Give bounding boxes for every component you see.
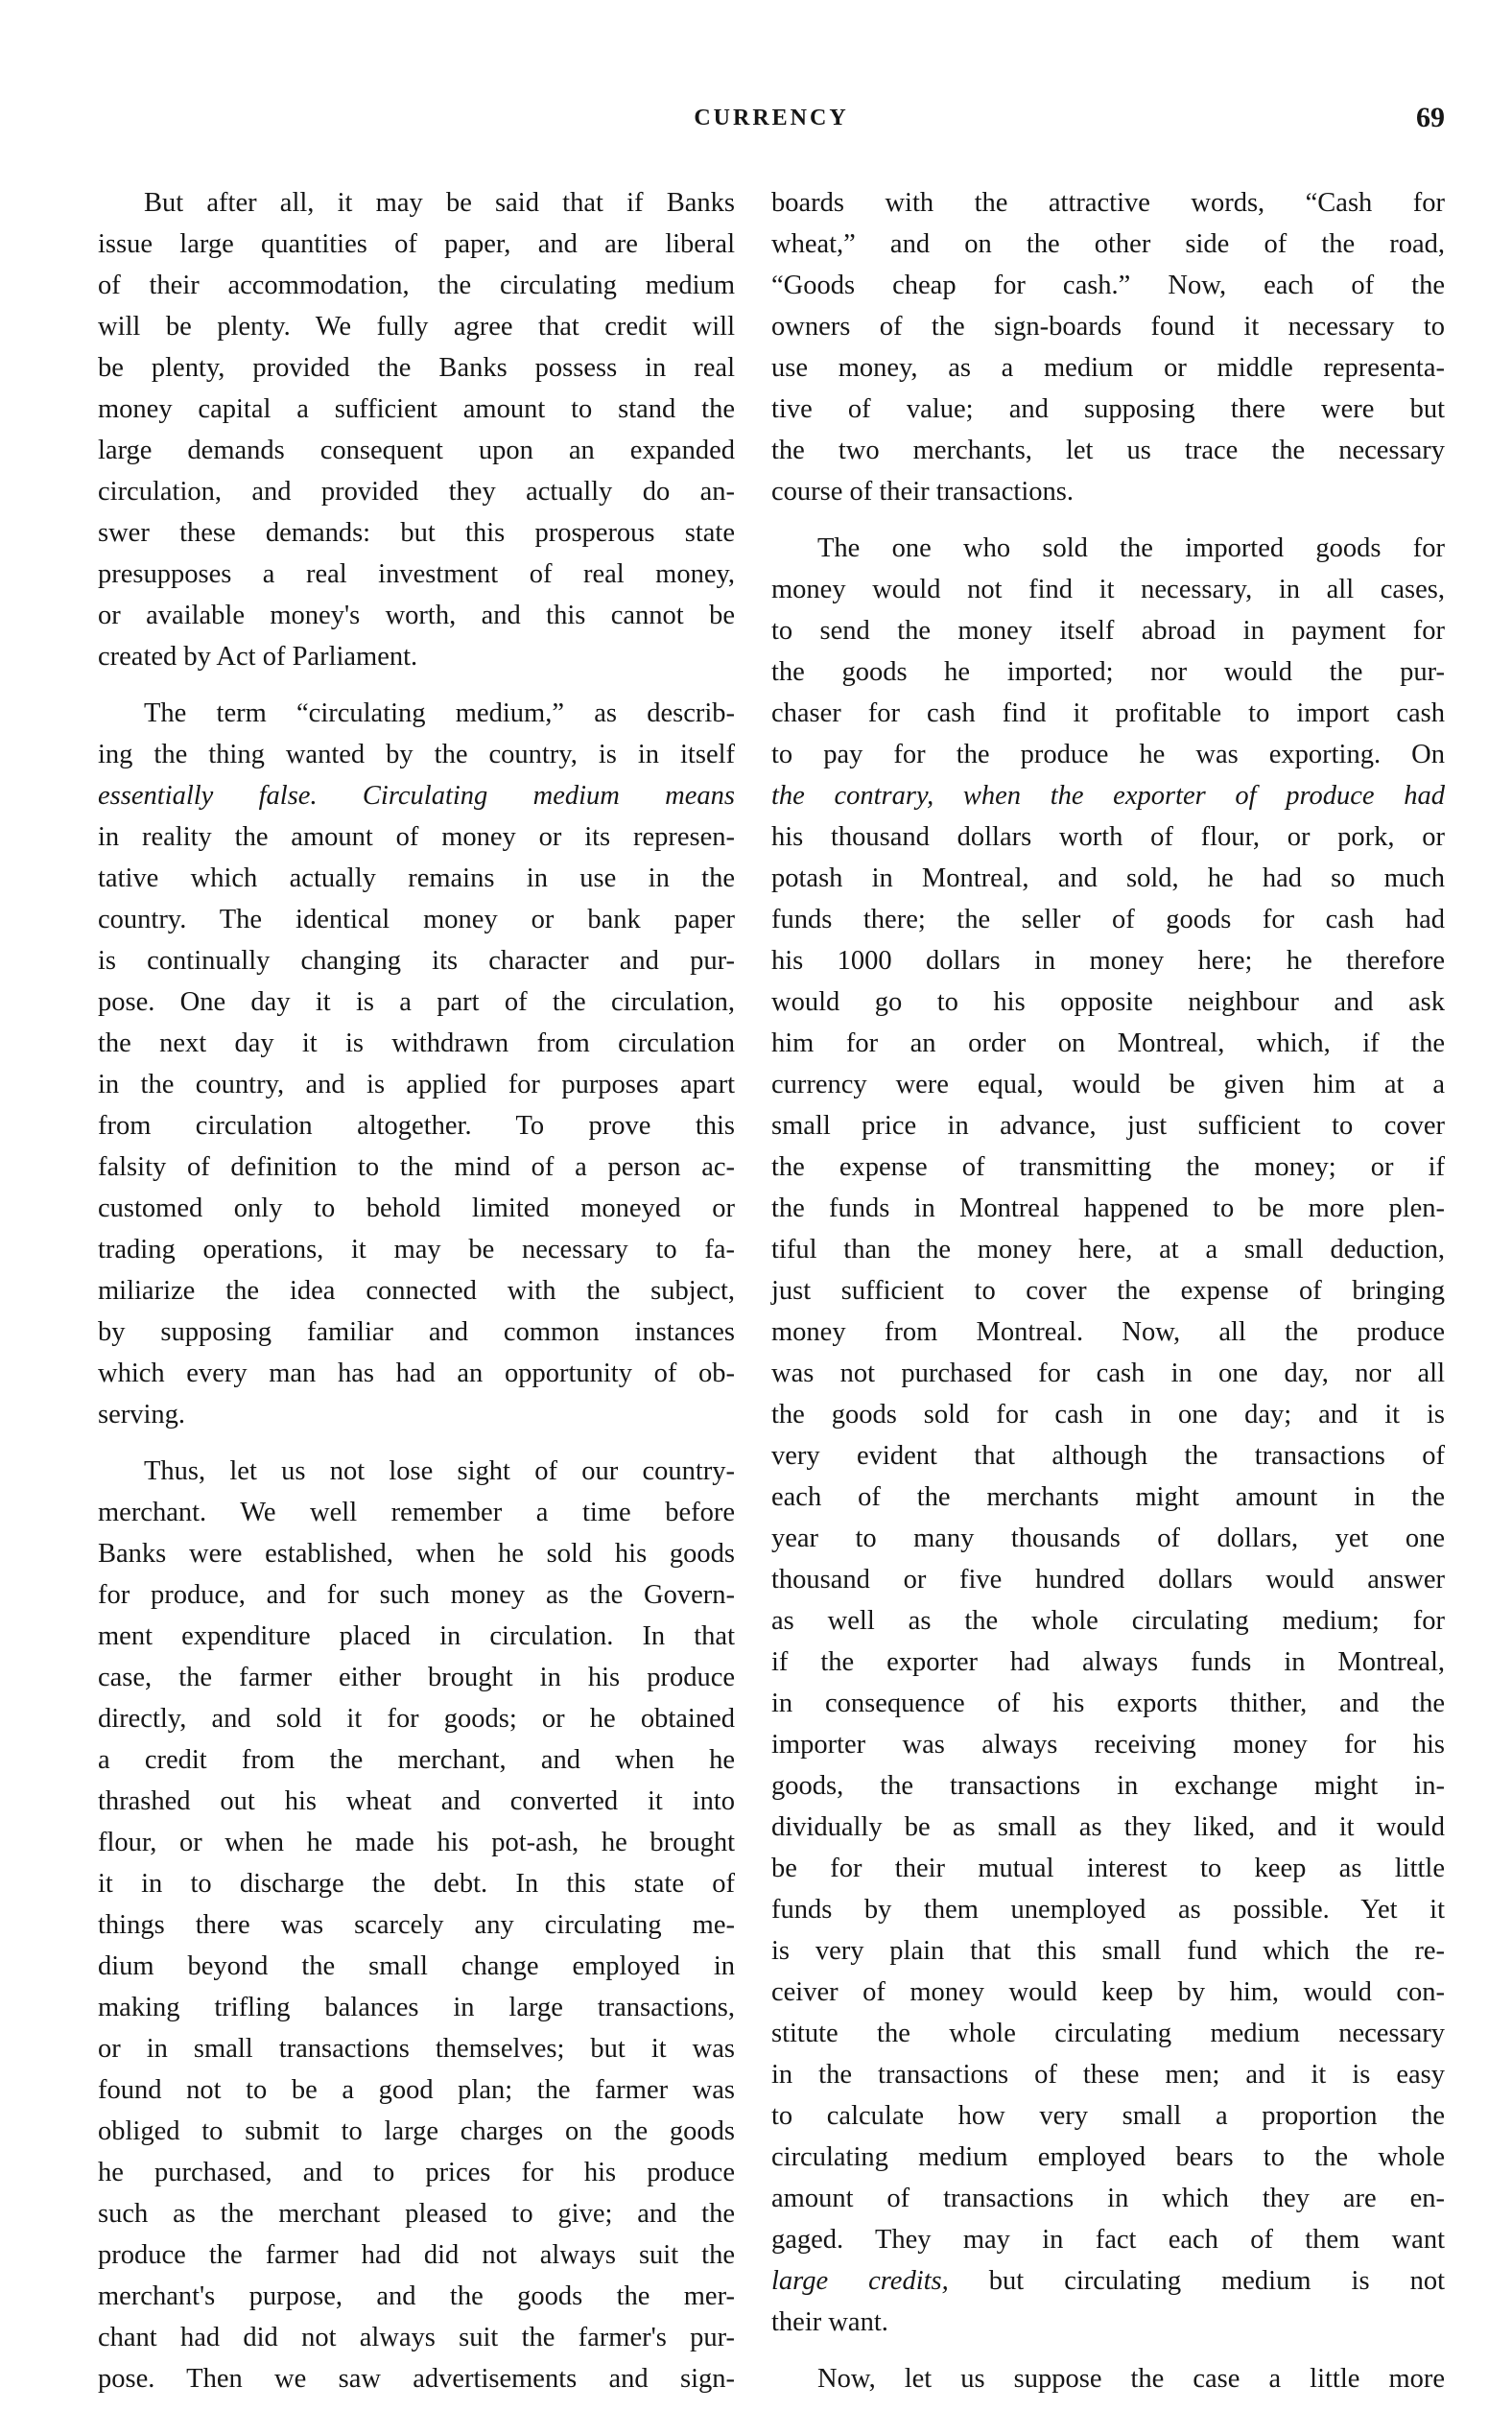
text-line (771, 1559, 1445, 1600)
text-segment: “Goods cheap for cash.” Now, each of the (771, 271, 1445, 300)
text-segment: making trifling balances in large transactions, (98, 1993, 735, 2022)
text-segment: use money, as a medium or middle representa- (771, 353, 1445, 383)
text-line (98, 1105, 735, 1146)
text-segment: tative which actually remains in use in the (98, 863, 735, 893)
text-line (771, 569, 1445, 610)
text-line (771, 471, 1445, 512)
running-head-title: CURRENCY (694, 106, 849, 130)
text-segment: money capital a sufficient amount to stand the (98, 394, 735, 424)
text-line (771, 2095, 1445, 2137)
text-segment: chaser for cash find it profitable to import cash (771, 698, 1445, 728)
text-line (98, 1146, 735, 1188)
text-line (98, 775, 735, 816)
text-segment: a credit from the merchant, and when he (98, 1745, 735, 1775)
text-line (98, 1064, 735, 1105)
text-line (771, 1807, 1445, 1848)
text-segment: each of the merchants might amount in the (771, 1482, 1445, 1512)
text-segment: goods, the transactions in exchange might in- (771, 1771, 1445, 1801)
text-segment: dividually be as small as they liked, and it would (771, 1812, 1445, 1842)
text-segment: tive of value; and supposing there were but (771, 394, 1445, 424)
text-line (98, 2028, 735, 2069)
text-segment: of their accommodation, the circulating medium (98, 271, 735, 300)
page-number: 69 (1416, 102, 1445, 133)
text-segment: if the exporter had always funds in Montreal, (771, 1647, 1445, 1677)
text-segment: The term “circulating medium,” as describ- (144, 698, 735, 728)
text-segment: funds there; the seller of goods for cash had (771, 905, 1445, 934)
text-line (771, 2302, 1445, 2343)
text-line (98, 1451, 735, 1492)
text-line (98, 1657, 735, 1698)
italic-text: large credits, (771, 2266, 949, 2296)
text-line (771, 610, 1445, 651)
text-line (98, 1394, 735, 1435)
text-line (98, 1946, 735, 1987)
text-line (98, 940, 735, 981)
text-line (98, 1904, 735, 1946)
text-line (771, 265, 1445, 306)
text-line (771, 1642, 1445, 1683)
text-segment: trading operations, it may be necessary to fa- (98, 1235, 735, 1264)
text-segment: money from Montreal. Now, all the produce (771, 1317, 1445, 1347)
text-segment: will be plenty. We fully agree that credit will (98, 312, 735, 342)
text-line (771, 981, 1445, 1023)
text-line (98, 816, 735, 858)
text-line (771, 224, 1445, 265)
text-segment: money would not find it necessary, in all cases, (771, 575, 1445, 604)
text-segment: dium beyond the small change employed in (98, 1951, 735, 1981)
text-segment: thrashed out his wheat and converted it into (98, 1786, 735, 1816)
paragraph (771, 2358, 1445, 2399)
text-segment: small price in advance, just sufficient to cover (771, 1111, 1445, 1141)
text-segment: such as the merchant pleased to give; and the (98, 2199, 735, 2229)
text-line (98, 512, 735, 554)
text-segment: by supposing familiar and common instances (98, 1317, 735, 1347)
text-segment: in the transactions of these men; and it is easy (771, 2060, 1445, 2090)
text-line (98, 1616, 735, 1657)
text-segment: course of their transactions. (771, 477, 1074, 507)
text-line (98, 1312, 735, 1353)
text-line (771, 389, 1445, 430)
text-line (98, 389, 735, 430)
text-line (771, 1435, 1445, 1477)
text-line (98, 693, 735, 734)
right-column (771, 182, 1445, 2415)
text-segment: The one who sold the imported goods for (817, 533, 1445, 563)
text-segment: case, the farmer either brought in his produce (98, 1663, 735, 1692)
paragraph (771, 528, 1445, 2343)
text-segment: in reality the amount of money or its represen- (98, 822, 735, 852)
text-segment: Now, let us suppose the case a little more (817, 2364, 1445, 2394)
text-segment: boards with the attractive words, “Cash for (771, 188, 1445, 218)
text-line (98, 981, 735, 1023)
text-segment: his thousand dollars worth of flour, or pork, or (771, 822, 1445, 852)
text-segment: from circulation altogether. To prove this (98, 1111, 735, 1141)
text-line (98, 2069, 735, 2111)
text-line (771, 899, 1445, 940)
text-line (771, 1105, 1445, 1146)
text-line (771, 1064, 1445, 1105)
left-column (98, 182, 735, 2415)
text-segment: gaged. They may in fact each of them want (771, 2225, 1445, 2255)
text-segment: ing the thing wanted by the country, is in itself (98, 740, 735, 769)
text-line (771, 1930, 1445, 1972)
text-line (771, 940, 1445, 981)
text-segment: to pay for the produce he was exporting. On (771, 740, 1445, 769)
text-segment: falsity of definition to the mind of a person ac- (98, 1152, 735, 1182)
text-line (771, 651, 1445, 693)
text-line (771, 1146, 1445, 1188)
text-line (98, 182, 735, 224)
text-segment: pose. Then we saw advertisements and sign- (98, 2364, 735, 2394)
text-segment: in the country, and is applied for purposes apart (98, 1070, 735, 1099)
text-segment: swer these demands: but this prosperous state (98, 518, 735, 548)
text-segment: the expense of transmitting the money; or if (771, 1152, 1445, 1182)
text-segment: is continually changing its character and pur- (98, 946, 735, 976)
text-segment: to calculate how very small a proportion the (771, 2101, 1445, 2131)
text-line (98, 1188, 735, 1229)
text-segment: directly, and sold it for goods; or he obtained (98, 1704, 735, 1734)
text-line (771, 1518, 1445, 1559)
text-line (98, 1574, 735, 1616)
text-line (771, 1972, 1445, 2013)
text-segment: circulation, and provided they actually do an- (98, 477, 735, 507)
text-line (98, 1533, 735, 1574)
text-segment: funds by them unemployed as possible. Yet it (771, 1895, 1445, 1925)
text-line (98, 471, 735, 512)
text-segment (318, 781, 363, 811)
text-line (98, 1229, 735, 1270)
text-segment: or in small transactions themselves; but it was (98, 2034, 735, 2064)
italic-text: essentially false. (98, 781, 318, 811)
text-segment: is very plain that this small fund which the re- (771, 1936, 1445, 1966)
text-segment: merchant. We well remember a time before (98, 1498, 735, 1527)
paragraph (771, 182, 1445, 512)
text-segment: ceiver of money would keep by him, would con- (771, 1977, 1445, 2007)
text-line (98, 347, 735, 389)
text-line (771, 2054, 1445, 2095)
text-segment: the funds in Montreal happened to be more plen- (771, 1193, 1445, 1223)
text-segment: wheat,” and on the other side of the road, (771, 229, 1445, 259)
text-line (98, 1987, 735, 2028)
text-line (771, 347, 1445, 389)
text-segment: he purchased, and to prices for his produce (98, 2158, 735, 2187)
text-segment: amount of transactions in which they are en- (771, 2184, 1445, 2213)
running-head (98, 102, 1445, 144)
text-line (771, 2178, 1445, 2219)
text-segment: very evident that although the transactions of (771, 1441, 1445, 1471)
text-segment: the goods he imported; nor would the pur- (771, 657, 1445, 687)
text-line (771, 858, 1445, 899)
text-segment: serving. (98, 1400, 186, 1430)
text-segment: importer was always receiving money for his (771, 1730, 1445, 1760)
text-segment: was not purchased for cash in one day, nor all (771, 1359, 1445, 1388)
text-segment: large demands consequent upon an expanded (98, 436, 735, 465)
text-segment: created by Act of Parliament. (98, 642, 418, 672)
text-line (98, 2317, 735, 2358)
text-segment: their want. (771, 2307, 888, 2337)
text-line (771, 430, 1445, 471)
text-segment: to send the money itself abroad in payment for (771, 616, 1445, 646)
text-line (771, 1600, 1445, 1642)
text-line (771, 1683, 1445, 1724)
text-line (98, 2193, 735, 2234)
text-segment: currency were equal, would be given him at a (771, 1070, 1445, 1099)
text-segment: just sufficient to cover the expense of bringing (771, 1276, 1445, 1306)
text-segment: or available money's worth, and this cannot be (98, 601, 735, 630)
text-segment: would go to his opposite neighbour and ask (771, 987, 1445, 1017)
text-segment: miliarize the idea connected with the subject, (98, 1276, 735, 1306)
text-line (771, 2137, 1445, 2178)
text-segment: produce the farmer had did not always suit the (98, 2240, 735, 2270)
text-segment: tiful than the money here, at a small deduction, (771, 1235, 1445, 1264)
text-line (771, 306, 1445, 347)
text-segment: but circulating medium is not (948, 2266, 1445, 2296)
text-line (771, 1477, 1445, 1518)
text-segment: year to many thousands of dollars, yet one (771, 1524, 1445, 1553)
text-line (98, 430, 735, 471)
text-segment: But after all, it may be said that if Banks (144, 188, 735, 218)
text-line (98, 858, 735, 899)
paragraph (98, 182, 735, 677)
text-line (98, 1739, 735, 1781)
text-segment: the goods sold for cash in one day; and it is (771, 1400, 1445, 1430)
text-line (771, 693, 1445, 734)
paragraph (98, 1451, 735, 2399)
text-line (771, 816, 1445, 858)
text-line (771, 1848, 1445, 1889)
text-line (98, 1023, 735, 1064)
text-segment: thousand or five hundred dollars would answer (771, 1565, 1445, 1595)
text-line (771, 2260, 1445, 2302)
text-segment: it in to discharge the debt. In this state of (98, 1869, 735, 1899)
text-line (98, 899, 735, 940)
text-line (771, 2358, 1445, 2399)
text-line (98, 1270, 735, 1312)
text-line (98, 554, 735, 595)
text-line (771, 775, 1445, 816)
text-segment: the next day it is withdrawn from circulation (98, 1028, 735, 1058)
text-line (771, 1889, 1445, 1930)
text-segment: ment expenditure placed in circulation. In that (98, 1621, 735, 1651)
text-line (98, 2358, 735, 2399)
text-line (98, 224, 735, 265)
text-segment: be for their mutual interest to keep as little (771, 1854, 1445, 1883)
text-segment: things there was scarcely any circulating me- (98, 1910, 735, 1940)
text-line (98, 1781, 735, 1822)
text-line (771, 1765, 1445, 1807)
text-line (98, 1822, 735, 1863)
text-line (771, 182, 1445, 224)
text-line (771, 1023, 1445, 1064)
italic-text: the contrary, when the exporter of produce had (771, 781, 1445, 811)
text-segment: potash in Montreal, and sold, he had so much (771, 863, 1445, 893)
text-segment: stitute the whole circulating medium necessary (771, 2019, 1445, 2048)
text-line (98, 734, 735, 775)
text-line (771, 1270, 1445, 1312)
text-line (771, 1394, 1445, 1435)
text-line (98, 1353, 735, 1394)
text-segment: merchant's purpose, and the goods the mer- (98, 2281, 735, 2311)
text-segment: chant had did not always suit the farmer's pur- (98, 2323, 735, 2352)
text-line (771, 2013, 1445, 2054)
text-line (771, 1312, 1445, 1353)
text-segment: flour, or when he made his pot-ash, he brought (98, 1828, 735, 1857)
text-segment: in consequence of his exports thither, and the (771, 1689, 1445, 1718)
text-line (98, 2111, 735, 2152)
text-segment: which every man has had an opportunity of ob- (98, 1359, 735, 1388)
text-segment: as well as the whole circulating medium; for (771, 1606, 1445, 1636)
text-line (771, 1229, 1445, 1270)
paragraph (98, 693, 735, 1435)
text-line (771, 1188, 1445, 1229)
text-line (771, 528, 1445, 569)
text-segment: owners of the sign-boards found it necessary to (771, 312, 1445, 342)
text-line (771, 2219, 1445, 2260)
text-segment: circulating medium employed bears to the whole (771, 2142, 1445, 2172)
text-segment: issue large quantities of paper, and are liberal (98, 229, 735, 259)
text-segment: Banks were established, when he sold his goods (98, 1539, 735, 1569)
text-segment: pose. One day it is a part of the circulation, (98, 987, 735, 1017)
text-segment: the two merchants, let us trace the necessary (771, 436, 1445, 465)
text-line (98, 595, 735, 636)
text-segment: found not to be a good plan; the farmer was (98, 2075, 735, 2105)
text-line (771, 1724, 1445, 1765)
text-line (98, 2152, 735, 2193)
text-segment: country. The identical money or bank paper (98, 905, 735, 934)
text-line (771, 734, 1445, 775)
text-line (98, 306, 735, 347)
text-segment: his 1000 dollars in money here; he therefore (771, 946, 1445, 976)
text-segment: Thus, let us not lose sight of our country- (144, 1456, 735, 1486)
text-segment: presupposes a real investment of real money, (98, 559, 735, 589)
text-line (98, 636, 735, 677)
text-line (98, 2276, 735, 2317)
text-line (98, 1492, 735, 1533)
text-line (771, 1353, 1445, 1394)
text-segment: customed only to behold limited moneyed or (98, 1193, 735, 1223)
text-segment: for produce, and for such money as the Govern- (98, 1580, 735, 1610)
text-line (98, 1863, 735, 1904)
text-line (98, 1698, 735, 1739)
text-segment: be plenty, provided the Banks possess in real (98, 353, 735, 383)
text-segment: him for an order on Montreal, which, if the (771, 1028, 1445, 1058)
text-segment: obliged to submit to large charges on the goods (98, 2116, 735, 2146)
italic-text: Circulating medium means (362, 781, 735, 811)
text-line (98, 2234, 735, 2276)
text-line (98, 265, 735, 306)
